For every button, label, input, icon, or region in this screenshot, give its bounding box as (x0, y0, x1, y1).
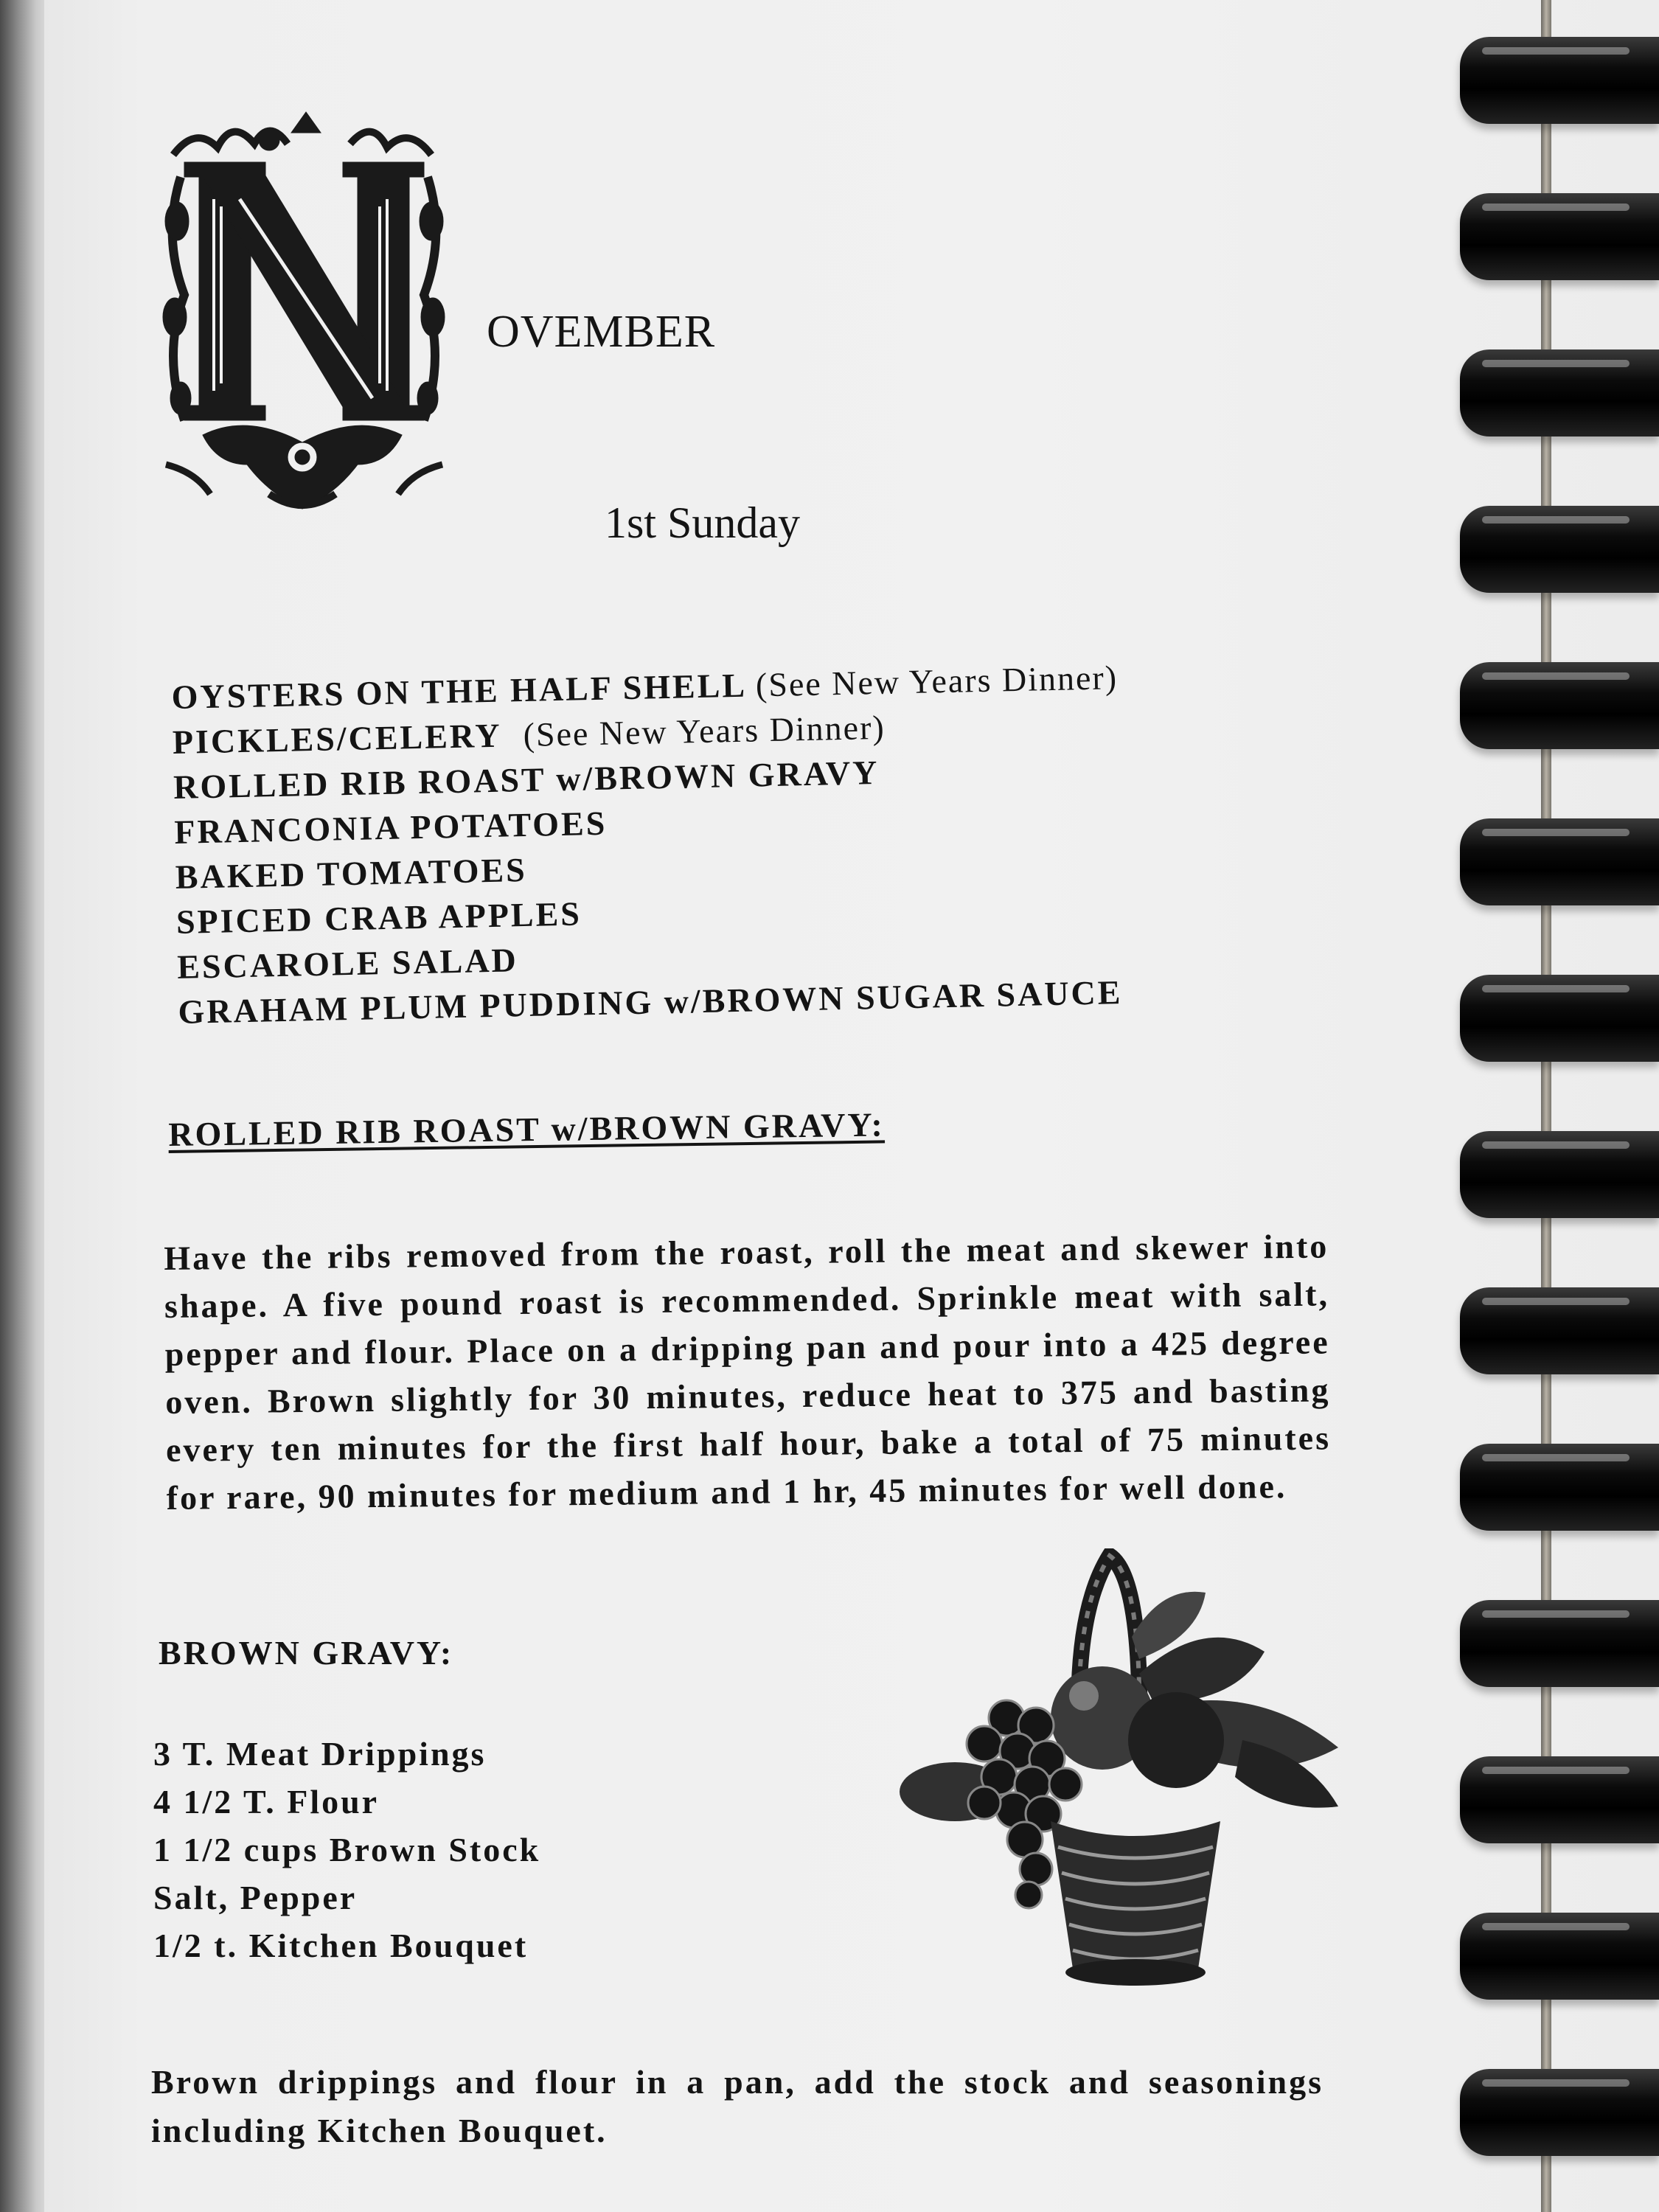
gravy-ingredient-list (153, 1730, 540, 1969)
menu-item: FRANCONIA POTATOES (173, 804, 608, 851)
menu-item: OYSTERS ON THE HALF SHELL (See New Years Dinner) (171, 658, 1119, 716)
binding-coil (1460, 349, 1659, 437)
fruit-basket-icon (896, 1548, 1360, 1991)
binding-coil (1460, 818, 1659, 905)
menu-item: ROLLED RIB ROAST w/BROWN GRAVY (173, 753, 880, 806)
binding-coil (1460, 193, 1659, 280)
binding-coil (1460, 2069, 1659, 2156)
binding-coil (1460, 1444, 1659, 1531)
ingredient-item: 4 1/2 T. Flour (153, 1783, 380, 1820)
ingredient-item: Salt, Pepper (153, 1879, 358, 1916)
menu-item: GRAHAM PLUM PUDDING w/BROWN SUGAR SAUCE (178, 973, 1123, 1031)
binding-coil (1460, 975, 1659, 1062)
ingredient-item: 1 1/2 cups Brown Stock (153, 1831, 541, 1868)
binding-coil (1460, 1756, 1659, 1843)
ornamental-initial-n-icon (159, 111, 450, 516)
gravy-instructions: Brown drippings and flour in a pan, add the stock and seasonings including Kitchen Bouquet. (151, 2063, 1324, 2149)
ingredient-item: 1/2 t. Kitchen Bouquet (153, 1927, 529, 1964)
binding-wire (1541, 0, 1551, 2212)
menu-item: ESCAROLE SALAD (176, 941, 519, 986)
binding-coil (1460, 506, 1659, 593)
menu-item: BAKED TOMATOES (175, 850, 528, 896)
binding-coil (1460, 1287, 1659, 1374)
ingredient-item: 3 T. Meat Drippings (153, 1735, 487, 1773)
menu-item: SPICED CRAB APPLES (175, 894, 582, 941)
spiral-binding (1408, 0, 1659, 2212)
chapter-title: OVEMBER (487, 307, 716, 357)
binding-coil (1460, 662, 1659, 749)
menu-item: PICKLES/CELERY (See New Years Dinner) (172, 708, 886, 761)
recipe-title: ROLLED RIB ROAST w/BROWN GRAVY: (168, 1105, 886, 1153)
recipe-instructions: Have the ribs removed from the roast, roll the meat and skewer into shape. A five pound roast is recommended. Sprinkle meat with salt, pepper and flour. Place on a dripping pan and pour into a 425 degree oven. Brown slightly for 30 minutes, reduce heat to 375 and basting every ten minutes for the first half hour, bake a total of 75 minutes for rare, 90 minutes for medium and 1 hr, 45 minutes for well done. (164, 1227, 1332, 1517)
menu-week-heading: 1st Sunday (605, 498, 801, 547)
binding-coil (1460, 1913, 1659, 2000)
binding-coil (1460, 1131, 1659, 1218)
menu-list (171, 652, 1284, 1034)
binding-coil (1460, 37, 1659, 124)
binding-coil (1460, 1600, 1659, 1687)
gravy-title: BROWN GRAVY: (159, 1634, 454, 1672)
